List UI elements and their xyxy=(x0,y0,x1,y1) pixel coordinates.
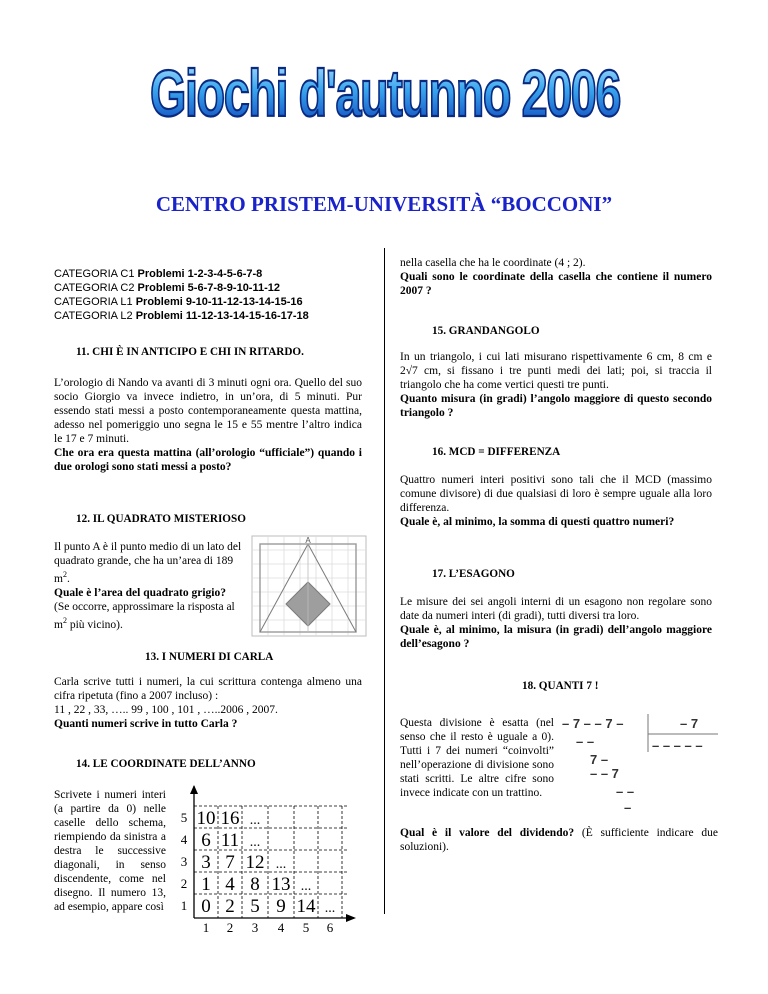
division-quotient: – – – – – xyxy=(652,738,703,753)
grid-cell-value: 12 xyxy=(245,852,265,873)
category-item: CATEGORIA L1 Problemi 9-10-11-12-13-14-15-16 xyxy=(54,296,303,308)
problem-17-question: Quale è, al minimo, la misura (in gradi) dell’angolo maggiore dell’esagono ? xyxy=(400,624,712,650)
problem-14-title: 14. LE COORDINATE DELL’ANNO xyxy=(76,758,256,770)
grid-y-label: 3 xyxy=(180,854,188,869)
grid-cell-value: 5 xyxy=(250,896,260,917)
grid-cell-value: 14 xyxy=(296,896,316,917)
page-title: CENTRO PRISTEM-UNIVERSITÀ “BOCCONI” xyxy=(155,192,613,216)
problem-13-sequence: 11 , 22 , 33, ….. 99 , 100 , 101 , …..2006 , 2007. xyxy=(54,704,278,716)
problem-14-continued: nella casella che ha le coordinate (4 ; 2). Quali sono le coordinate della casella che contiene il numero 2007 ? xyxy=(400,257,712,297)
problem-18-footer: Qual è il valore del dividendo? (È sufficiente indicare due soluzioni). xyxy=(400,827,719,853)
problem-18-body: Questa divisione è esatta (nel senso che il resto è uguale a 0). Tutti i 7 dei numeri “coinvolti” nell’operazione di divisione sono stati scritti. Le altre cifre sono invece indicate con un trattino. xyxy=(400,717,554,799)
problem-12-title: 12. IL QUADRATO MISTERIOSO xyxy=(76,513,246,525)
category-list xyxy=(54,267,374,323)
division-step: 7 – xyxy=(590,752,609,767)
grid-cell-value: 10 xyxy=(196,808,216,829)
grid-x-label: 4 xyxy=(277,920,285,935)
grid-x-label: 5 xyxy=(302,920,310,935)
grid-cell-value: 6 xyxy=(201,830,211,851)
point-a-label: A xyxy=(305,536,311,545)
grid-cell-value: 9 xyxy=(276,896,286,917)
problem-18-title: 18. QUANTI 7 ! xyxy=(522,680,599,692)
logo-graphic xyxy=(145,42,625,134)
grid-cell-value: 11 xyxy=(220,830,240,851)
logo-text: Giochi d'autunno 2006 xyxy=(150,56,621,130)
grid-cell-value: ... xyxy=(324,901,336,916)
grid-cell-value: ... xyxy=(249,835,261,850)
problem-15-question: Quanto misura (in gradi) l’angolo maggiore di questo secondo triangolo ? xyxy=(400,393,712,419)
problem-17-body: Le misure dei sei angoli interni di un esagono non regolare sono date da numeri interi (di gradi), tutti diversi tra loro. Quale è, al minimo, la misura (in gradi) dell’angolo maggiore dell’esagono ? xyxy=(400,596,712,650)
division-step: – – xyxy=(616,784,635,799)
grid-cell-value: 8 xyxy=(250,874,260,895)
grid-x-label: 2 xyxy=(226,920,234,935)
division-step: – – 7 xyxy=(590,766,619,781)
grid-cell-value: ... xyxy=(275,857,287,872)
problem-16-title: 16. MCD = DIFFERENZA xyxy=(432,446,561,458)
division-step: – – xyxy=(576,734,595,749)
category-item: CATEGORIA C2 Problemi 5-6-7-8-9-10-11-12 xyxy=(54,282,280,294)
division-step: – xyxy=(624,800,632,815)
grid-cell-value: 3 xyxy=(201,852,211,873)
problem-13-title: 13. I NUMERI DI CARLA xyxy=(145,651,274,663)
grid-y-label: 1 xyxy=(180,898,188,913)
grid-cell-value: 4 xyxy=(225,874,235,895)
problem-16-question: Quale è, al minimo, la somma di questi quattro numeri? xyxy=(400,516,675,528)
problem-16-body: Quattro numeri interi positivi sono tali che il MCD (massimo comune divisore) di due qualsiasi di loro è sempre uguale alla loro differenza. Quale è, al minimo, la somma di questi quattro numeri? xyxy=(400,474,712,528)
grid-cell-value: 7 xyxy=(225,852,235,873)
problem-11-text: L’orologio di Nando va avanti di 3 minuti ogni ora. Quello del suo socio Giorgio va invece indietro, in un’ora, di 5 minuti. Pur essendo stati messi a posto contemporaneamente questa mattina, adesso nel pomeriggio uno segna le 15 e 55 mentre l’altro indica le 17 e 7 minuti. xyxy=(54,377,362,445)
square-figure xyxy=(252,536,366,636)
division-figure xyxy=(560,712,720,814)
grid-x-label: 3 xyxy=(251,920,259,935)
problem-15-title: 15. GRANDANGOLO xyxy=(432,325,540,337)
category-item: CATEGORIA L2 Problemi 11-12-13-14-15-16-17-18 xyxy=(54,310,309,322)
problem-11-title: 11. CHI È IN ANTICIPO E CHI IN RITARDO. xyxy=(76,346,304,358)
category-item: CATEGORIA C1 Problemi 1-2-3-4-5-6-7-8 xyxy=(54,268,263,280)
grid-cell-value: ... xyxy=(300,879,312,894)
problem-11-question: Che ora era questa mattina (all’orologio “ufficiale”) quando i due orologi sono stati messi a posto? xyxy=(54,447,362,473)
grid-y-label: 4 xyxy=(180,832,188,847)
logo xyxy=(145,42,625,134)
problem-13-question: Quanti numeri scrive in tutto Carla ? xyxy=(54,718,238,730)
grid-cell-value: 1 xyxy=(201,874,211,895)
grid-cell-value: 0 xyxy=(201,896,211,917)
division-dividend: – 7 – – 7 – xyxy=(562,716,624,731)
problem-14-body: Scrivete i numeri interi (a partire da 0) nelle caselle dello schema, riempiendo da sinistra a destra le successive diagonali, in senso discendente, come nel disegno. Il numero 13, ad esempio, appare così xyxy=(54,789,166,913)
grid-cell-value: 2 xyxy=(225,896,235,917)
grid-cell-value: ... xyxy=(249,813,261,828)
division-divisor: – 7 xyxy=(680,716,699,731)
problem-12-question: Quale è l’area del quadrato grigio? xyxy=(54,586,226,599)
coordinate-grid xyxy=(178,782,360,934)
grid-x-label: 6 xyxy=(326,920,334,935)
problem-17-title: 17. L’ESAGONO xyxy=(432,568,515,580)
grid-y-label: 2 xyxy=(180,876,188,891)
problem-18-question: Qual è il valore del dividendo? xyxy=(400,827,575,839)
grid-x-label: 1 xyxy=(202,920,210,935)
problem-11-body xyxy=(54,376,362,474)
grid-y-label: 5 xyxy=(180,810,188,825)
grid-cell-value: 13 xyxy=(271,874,291,895)
grid-cell-value: 16 xyxy=(220,808,240,829)
problem-12-body: Il punto A è il punto medio di un lato del quadrato grande, che ha un’area di 189 $m^2$. Quale è l’area del quadrato grigio? (Se occorre, approssimare la risposta al $m^2$ più vicino). xyxy=(54,541,242,631)
problem-13-body: Carla scrive tutti i numeri, la cui scrittura contenga almeno una cifra ripetuta (fino a 2007 incluso) : 11 , 22 , 33, ….. 99 , 100 , 101 , …..2006 , 2007. Quanti numeri scrive in tutto Carla ? xyxy=(54,676,362,730)
column-divider xyxy=(384,248,385,914)
problem-15-body: In un triangolo, i cui lati misurano rispettivamente 6 cm, 8 cm e 2√7 cm, si fissano i tre punti medi dei lati; poi, si traccia il triangolo che ha come vertici questi tre punti. Quanto misura (in gradi) l’angolo maggiore di questo secondo triangolo ? xyxy=(400,351,712,419)
problem-14-question: Quali sono le coordinate della casella che contiene il numero 2007 ? xyxy=(400,271,712,297)
